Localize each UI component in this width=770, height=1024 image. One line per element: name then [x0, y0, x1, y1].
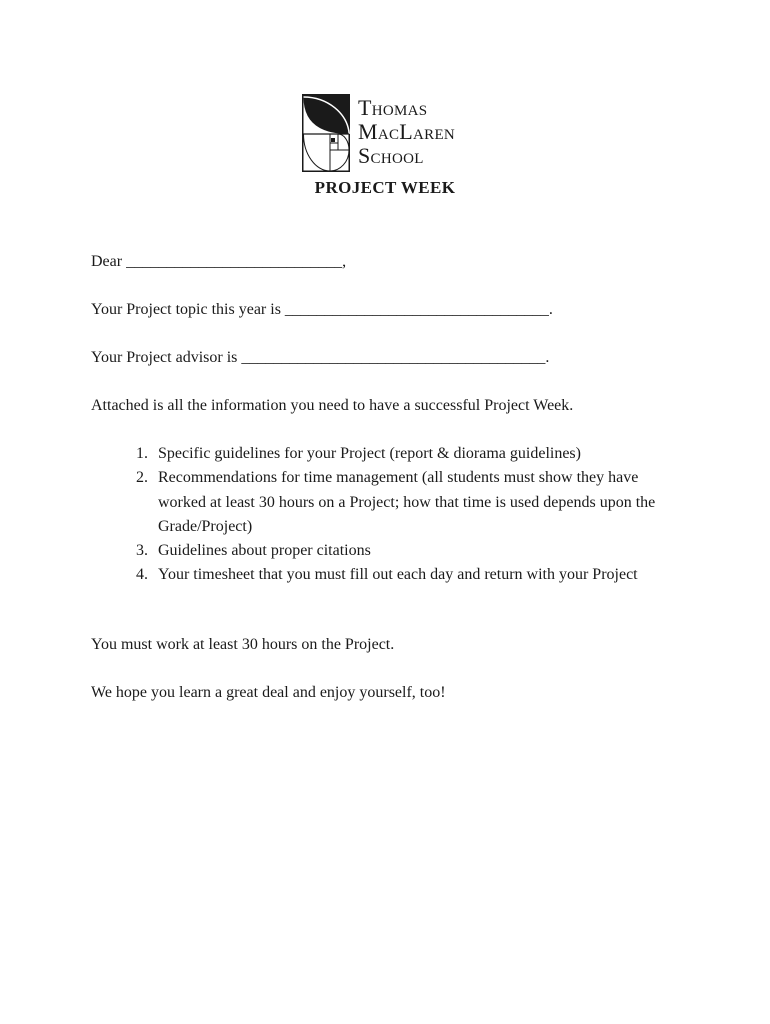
list-item: [130, 442, 688, 466]
school-name-line-1: Thomas: [358, 95, 428, 120]
list-item-number: 2.: [136, 469, 148, 487]
attachments-list: [130, 442, 688, 588]
school-name: [358, 96, 455, 168]
project-topic-line: Your Project topic this year is _________________________________.: [91, 301, 553, 318]
list-item-text: Your timesheet that you must fill out each day and return with your Project: [158, 566, 638, 584]
list-item: [130, 466, 688, 539]
document-title: [0, 178, 770, 198]
school-logo: [302, 94, 482, 174]
salutation: Dear ___________________________,: [91, 253, 347, 270]
list-item-number: 3.: [136, 542, 148, 560]
list-item: [130, 539, 688, 563]
school-name-line-2: MacLaren: [358, 119, 456, 144]
list-item: [130, 563, 688, 587]
list-item-text: Specific guidelines for your Project (report & diorama guidelines): [158, 445, 581, 462]
hours-requirement-note: You must work at least 30 hours on the Project.: [91, 636, 395, 653]
list-item-number: 1.: [136, 445, 148, 462]
list-item-text: Recommendations for time management (all students must show they have worked at least 30 hours on a Project; how that time is used depends upon the Grade/Project): [158, 469, 656, 535]
golden-spiral-emblem-icon: [302, 94, 350, 172]
list-item-text: Guidelines about proper citations: [158, 542, 371, 560]
school-name-line-3: School: [358, 143, 424, 168]
closing-line: We hope you learn a great deal and enjoy yourself, too!: [91, 684, 446, 701]
list-item-number: 4.: [136, 566, 148, 584]
project-advisor-line: Your Project advisor is ______________________________________.: [91, 349, 550, 366]
intro-paragraph: Attached is all the information you need to have a successful Project Week.: [91, 397, 574, 414]
document-title-text: PROJECT WEEK: [314, 178, 456, 197]
